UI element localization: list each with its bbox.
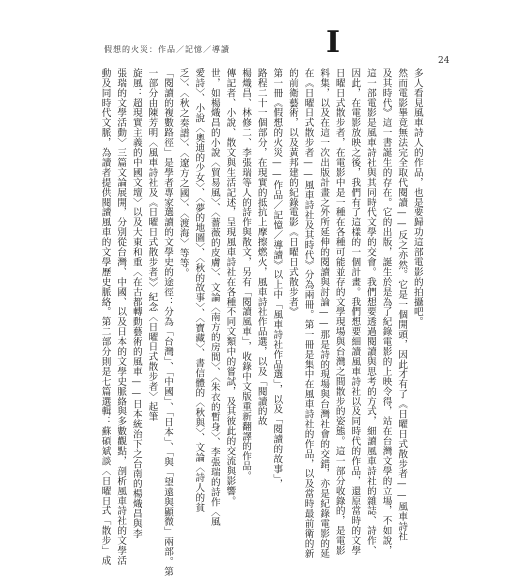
text-column: 動及同時代文脈，為讀者提供閱讀風車的文學歷史脈絡。第二部分則是七篇選輯：蘇碩斌談〈日曜日式「散步」成 <box>99 68 111 566</box>
chapter-mark: I <box>326 25 341 60</box>
text-column: 因此，在電影放映之後，我們有了這樣的一個計畫。我們想要細讀風車詩社以及同時代的作品，還原當時的文學 <box>349 68 361 556</box>
text-column: 一部分由陳芳明〈風車詩社及《日曜日式散步者》〉紀念〈日曜日式散步者〉起筆 <box>146 68 158 422</box>
text-column: 楊熾昌、林修二、李張瑞等人的詩作與散文，另有「閱讀風車」，收錄中文版重新翻譯的作品。 <box>240 68 252 482</box>
text-column: 日曜日式散步者，在電影中是一種在各種可能並存的文學現場與台灣之間散步的姿態。這一部分收錄的，是電影 <box>333 68 345 556</box>
text-column: 張瑞的文學活動〉三篇文論展開，分別從台灣、中國、以及日本的文學史脈絡與多數觀點，剖析風車詩社的文學活 <box>115 68 127 566</box>
text-column: 路程二十一個部分，在現實的抵抗上摩擦燃火，風車詩社作品選，以及「閱讀的故 <box>255 68 267 427</box>
running-head: 假想的火災：作品／記憶／導讀 <box>104 45 230 54</box>
text-column: 傳記者、小說、散文與生活記述，呈現風車詩社在各種不同文類中的嘗試，及其彼此的交流與影響。 <box>224 68 236 506</box>
text-column: 然而電影畢竟無法完全取代閱讀——反之亦然。它是一個開頭，因此才有了《日曜日式散步者——風車詩社 <box>396 68 408 542</box>
text-column: 及其時代》這一書誕生的存在。它的出版，誕生於是為了紀錄電影的上映令得，站在台灣文學的立場，不如說， <box>380 68 392 556</box>
text-column: 「閱讀的複數路徑」是學者專家選讀的文學史的途徑：分為「台灣」、「中國」、「日本」、「與「望遠與顯微」兩部。第 <box>162 68 174 577</box>
text-column: 世，如楊熾昌的小說〈貿易風〉、〈薔薇的皮膚〉、文論〈南方的房間〉、〈朱衣的暫身〉、李張瑞的詩作〈風 <box>208 68 220 527</box>
page-number: 24 <box>438 56 450 66</box>
text-column: 料集，以及在這一次出版計畫之外所延伸的閱讀與討論——那是詩的現場與台灣社會的交錯，亦是紀錄電影的延 <box>318 68 330 559</box>
vertical-text-body <box>99 68 423 577</box>
text-column: 這一部電影是風車詩社與其同時代文學的交會。我們想要透過閱讀與思考的方式，細讀風車詩社的雜誌、詩作、 <box>364 68 376 556</box>
text-column: 愛詩〉、小說〈奧迪的少女〉、〈夢的地圖〉、〈秋的故事〉、〈寶藏〉、書信體的〈秋與〉、文論〈詩人的貧 <box>193 68 205 513</box>
text-column: 多人看見風車詩人的作品，也是要歸功這部電影的拍攝吧。 <box>411 68 423 327</box>
text-column: 乏〉、〈秋之奏譜〉、〈遼方之國〉、〈渡海〉等等。 <box>177 68 189 278</box>
text-column: 第一冊《假想的火災——作品／記憶／導讀》以上中「風車詩社作品選」，以及「閱讀的故事」， <box>271 68 283 490</box>
text-column: 在《日曜日式散步者——風車詩社及其時代》分為兩冊。第一冊是集中在風車詩社的作品，以及當時最前衛的新 <box>302 68 314 559</box>
text-column: 旋風：超現實主義的中國文壇〉以及大東和重〈在古都轉動藝術的風車——日本統治下之台南的楊熾昌與李 <box>130 68 142 539</box>
text-column: 的前衛藝術，以及黃邦建的紀錄電影《日曜日式散步者》 <box>286 68 298 317</box>
